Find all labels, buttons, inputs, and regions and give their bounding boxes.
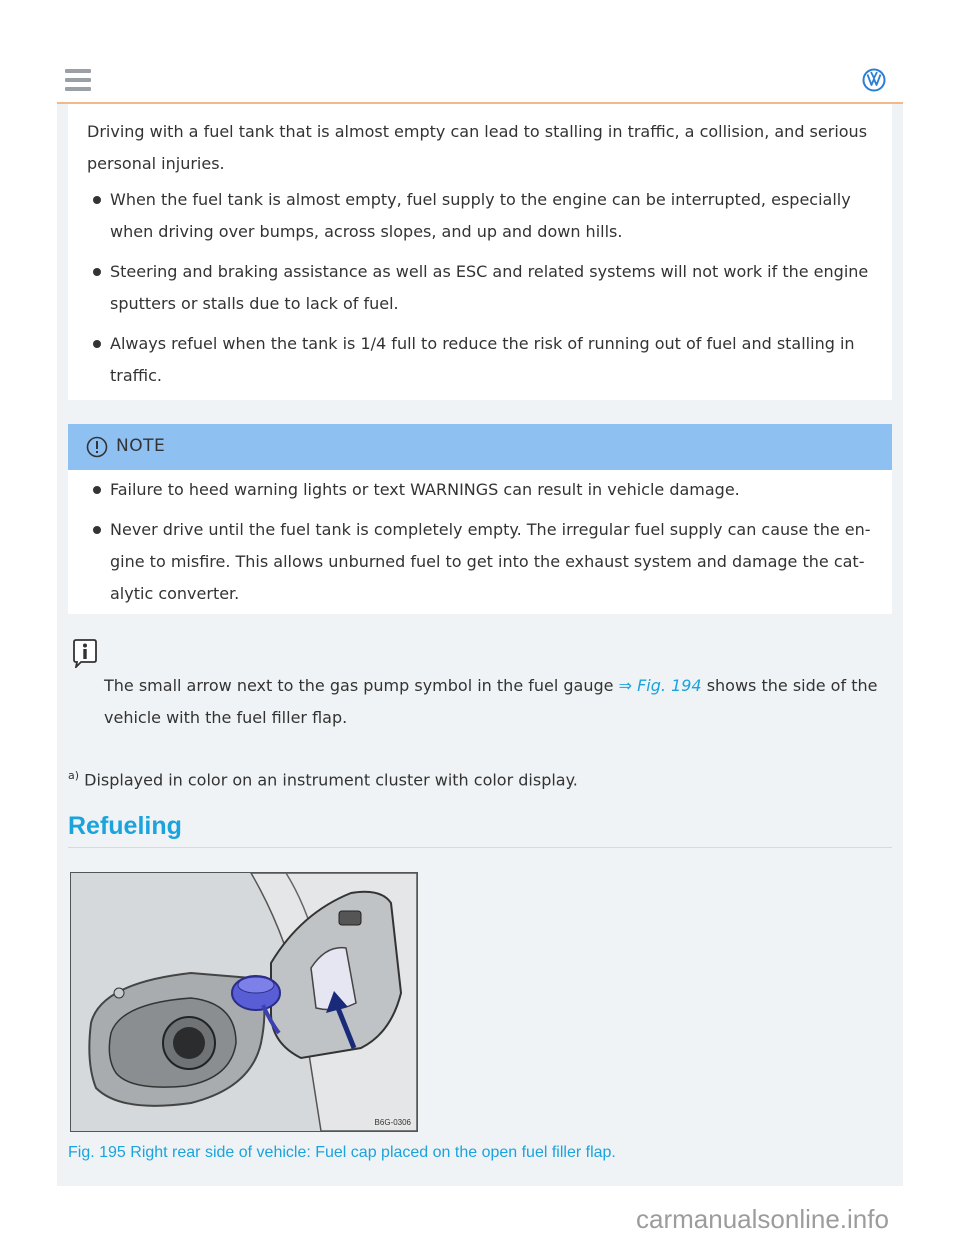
figure-caption: Fig. 195 Right rear side of vehicle: Fuel cap placed on the open fuel filler flap. xyxy=(68,1144,616,1161)
figure-code: B6G-0306 xyxy=(374,1118,411,1127)
section-divider xyxy=(68,847,892,848)
warning-bullet-2: Steering and braking assistance as well as ESC and related systems will not work if the engine sputters or stalls due to lack of fuel. xyxy=(110,256,880,320)
warning-bullet-3: Always refuel when the tank is 1/4 full to reduce the risk of running out of fuel and stalling in traffic. xyxy=(110,328,880,392)
fuel-filler-figure xyxy=(70,872,418,1132)
watermark: carmanualsonline.info xyxy=(636,1204,889,1234)
fuel-filler-illustration xyxy=(71,873,417,1131)
info-icon xyxy=(71,638,99,668)
top-bar xyxy=(0,0,960,104)
info-text: The small arrow next to the gas pump symbol in the fuel gauge ⇒ Fig. 194 shows the side of the vehicle with the fuel filler flap. xyxy=(104,676,878,727)
hamburger-menu-icon[interactable] xyxy=(65,69,91,91)
note-bullet-2: Never drive until the fuel tank is completely empty. The irregular fuel supply can cause the en-gine to misfire. This allows unburned fuel to get into the exhaust system and damage the cat-alytic converter. xyxy=(110,514,880,610)
footnote: $^{a)}$ Displayed in color on an instrument cluster with color display. xyxy=(68,769,578,790)
warning-bullet-1: When the fuel tank is almost empty, fuel supply to the engine can be interrupted, especially when driving over bumps, across slopes, and up and down hills. xyxy=(110,184,880,248)
vw-logo-icon[interactable] xyxy=(862,68,886,92)
exclamation-circle-icon xyxy=(86,436,108,462)
section-title: Refueling xyxy=(68,812,182,840)
fig-194-link[interactable]: ⇒ Fig. 194 xyxy=(618,676,702,695)
note-header xyxy=(68,424,892,470)
note-label: NOTE xyxy=(116,436,166,456)
warning-intro: Driving with a fuel tank that is almost empty can lead to stalling in traffic, a collision, and serious personal injuries. xyxy=(87,122,868,173)
note-bullet-1: Failure to heed warning lights or text WARNINGS can result in vehicle damage. xyxy=(110,474,880,506)
